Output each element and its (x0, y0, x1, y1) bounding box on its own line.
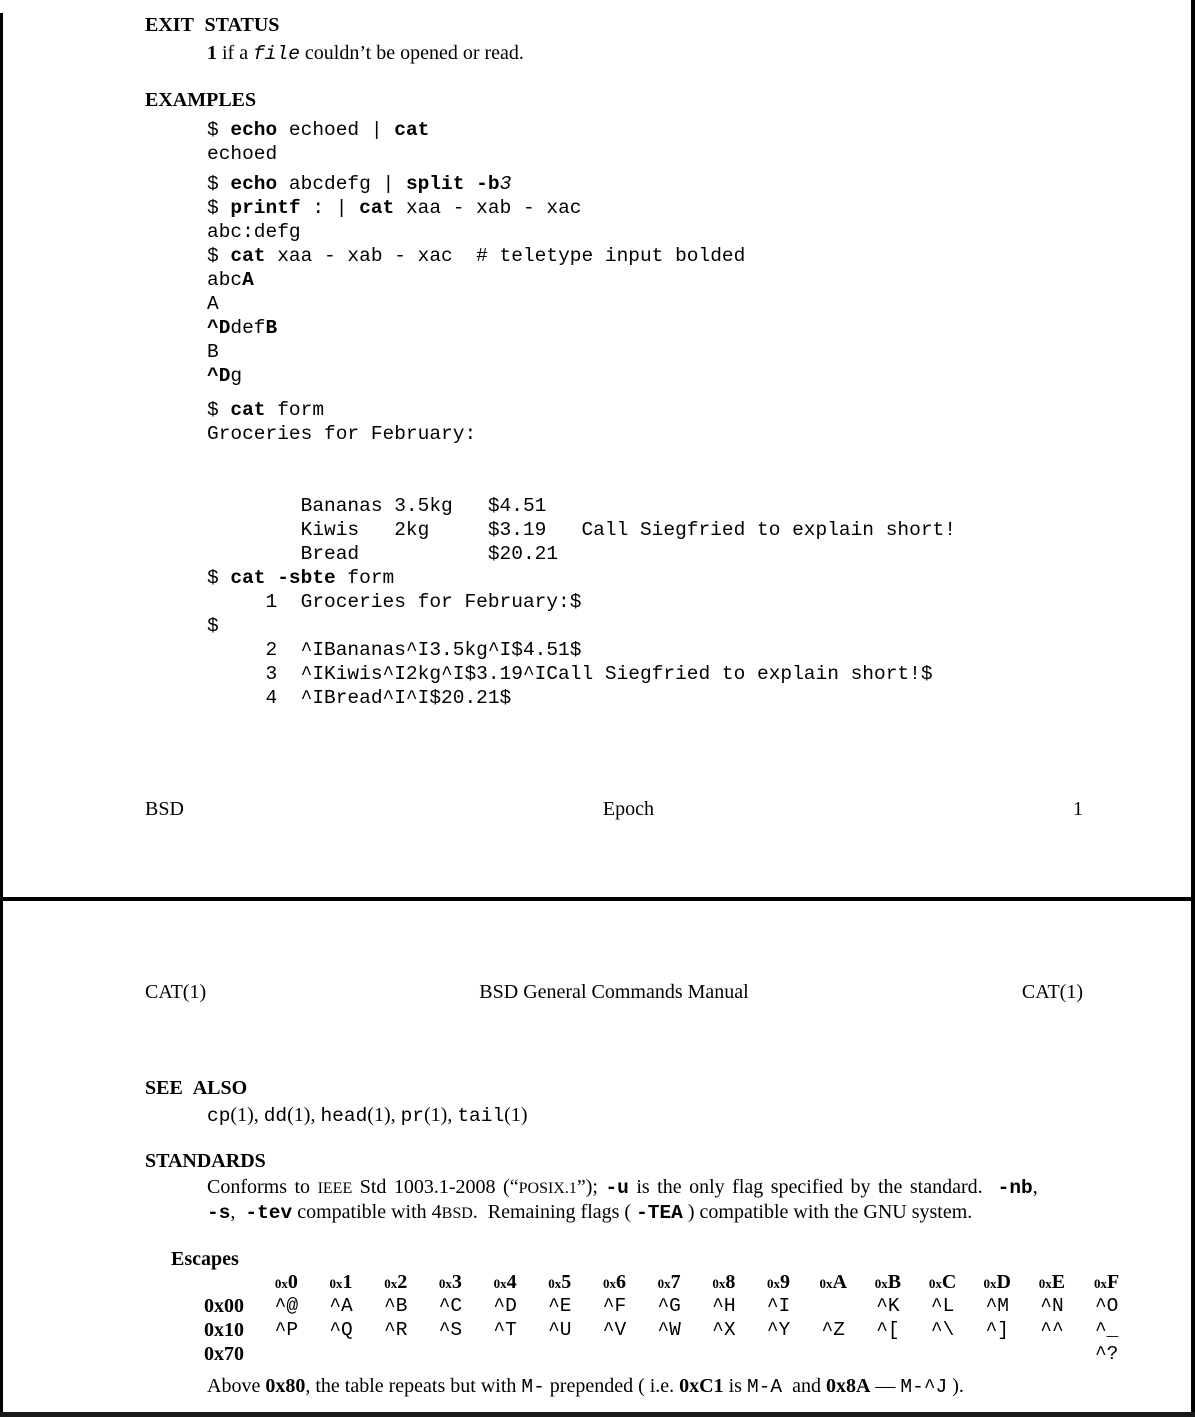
text-segment: B (265, 317, 278, 339)
hex-prefix: 0x (274, 1276, 288, 1291)
text-segment: Groceries for February: (207, 423, 477, 445)
text-segment: echoed | (277, 119, 395, 141)
escapes-cell: ^M (985, 1295, 1009, 1317)
code-line (207, 118, 429, 142)
hex-prefix: 0x (983, 1276, 997, 1291)
text-segment: -nb (997, 1177, 1033, 1199)
escapes-subheading: Escapes (171, 1248, 239, 1270)
standards-text-line1 (207, 1175, 1038, 1201)
text-segment: — (870, 1375, 901, 1397)
escapes-column-header (587, 1270, 642, 1294)
escapes-cell (751, 1342, 806, 1366)
escapes-cell: ^A (329, 1295, 353, 1317)
escapes-column-header (314, 1270, 369, 1294)
text-segment: printf (230, 197, 301, 219)
text-segment: ). (947, 1375, 964, 1397)
text-segment: g (230, 365, 243, 387)
hex-digit: 5 (561, 1271, 572, 1293)
hex-prefix: 0x (602, 1276, 616, 1291)
code-line (207, 268, 745, 292)
hex-digit: A (832, 1271, 847, 1293)
footer-date: Epoch (602, 798, 654, 820)
hex-digit: D (996, 1271, 1011, 1293)
footer-page-number: 1 (1073, 798, 1083, 820)
escapes-cell: ^S (438, 1319, 463, 1341)
text-segment: $ (207, 399, 231, 421)
escapes-row-label: 0x10 (204, 1319, 244, 1341)
escapes-column-header (532, 1270, 587, 1294)
escapes-cell: ^Y (766, 1319, 791, 1341)
text-segment: prepended ( i.e. (544, 1375, 680, 1397)
escapes-cell (423, 1342, 478, 1366)
text-segment: $ (207, 615, 219, 637)
escapes-column-header (1025, 1270, 1080, 1294)
text-segment: is (723, 1375, 747, 1397)
escapes-cell (368, 1342, 423, 1366)
escapes-cell (314, 1342, 369, 1366)
header-title-left: CAT(1) (145, 981, 207, 1003)
text-segment: pr (400, 1105, 425, 1127)
text-segment: def (230, 317, 266, 339)
text-segment: Bananas 3.5kg $4.51 (207, 495, 547, 517)
hex-digit: 3 (451, 1271, 462, 1293)
escapes-column-header (1079, 1270, 1134, 1294)
escapes-cell: ^R (384, 1319, 408, 1341)
code-line (207, 566, 956, 590)
text-segment: (1), (367, 1104, 401, 1126)
text-segment: cat (230, 245, 266, 267)
escapes-cell: ^\ (930, 1319, 955, 1341)
escapes-cell (861, 1342, 916, 1366)
text-segment: -s (207, 1202, 231, 1224)
escapes-cell: ^O (1094, 1295, 1119, 1317)
escapes-cell (1025, 1342, 1080, 1366)
text-segment: cat -sbte (230, 567, 336, 589)
code-line (207, 340, 745, 364)
hex-prefix: 0x (712, 1276, 726, 1291)
escapes-cell: ^C (438, 1295, 463, 1317)
text-segment: $ (207, 173, 231, 195)
text-segment: (1) (504, 1104, 528, 1126)
text-segment: : | (300, 197, 360, 219)
hex-digit: 6 (615, 1271, 626, 1293)
code-line (207, 590, 956, 614)
text-segment: form (335, 567, 395, 589)
page-border-left (0, 13, 3, 1417)
text-segment: 0xC1 (679, 1375, 724, 1397)
hex-digit: 7 (670, 1271, 681, 1293)
text-segment: Above (207, 1375, 266, 1397)
hex-prefix: 0x (1094, 1276, 1108, 1291)
text-segment: xaa - xab - xac # teletype input bolded (265, 245, 746, 267)
hex-prefix: 0x (1038, 1276, 1052, 1291)
escapes-cell: ^D (493, 1295, 517, 1317)
code-line (207, 662, 956, 686)
text-segment: ^D (207, 365, 231, 387)
escapes-cell (642, 1342, 697, 1366)
escapes-cell: ^] (985, 1319, 1009, 1341)
text-segment: IEEE (317, 1180, 353, 1197)
see-also-text (207, 1103, 527, 1129)
text-segment: abcdefg | (277, 173, 406, 195)
hex-prefix: 0x (767, 1276, 781, 1291)
text-segment: M- (521, 1376, 545, 1398)
text-segment: -tev (245, 1202, 293, 1224)
text-segment: POSIX.1 (518, 1180, 577, 1197)
text-segment: A (242, 269, 254, 291)
code-line (207, 364, 745, 388)
text-segment: file (253, 43, 300, 65)
hex-prefix: 0x (874, 1276, 888, 1291)
example-code-block-3 (207, 398, 956, 710)
text-segment: couldn’t be opened or read. (299, 42, 524, 64)
code-line (207, 446, 956, 470)
text-segment: echo (230, 119, 278, 141)
escapes-cell: ^N (1040, 1295, 1064, 1317)
hex-prefix: 0x (928, 1276, 942, 1291)
escapes-cell: ^G (657, 1295, 681, 1317)
escapes-column-header (806, 1270, 861, 1294)
text-segment: $ (207, 119, 231, 141)
text-segment: $ (207, 245, 231, 267)
escapes-cell (478, 1342, 533, 1366)
text-segment: echo (230, 173, 278, 195)
text-segment: is the only flag specified by the standard. (628, 1176, 998, 1198)
see-also-heading: SEE ALSO (145, 1077, 248, 1099)
hex-digit: 8 (725, 1271, 736, 1293)
escapes-cell: ^_ (1094, 1319, 1119, 1341)
text-segment: cat (230, 399, 266, 421)
text-segment: 4 ^IBread^I^I$20.21$ (207, 687, 512, 709)
text-segment: ) compatible with the GNU system. (682, 1201, 973, 1223)
escapes-column-header (259, 1270, 314, 1294)
text-segment: ”); (576, 1176, 606, 1198)
code-line (207, 172, 745, 196)
code-line (207, 244, 745, 268)
hex-prefix: 0x (657, 1276, 671, 1291)
hex-prefix: 0x (819, 1276, 833, 1291)
text-segment: , the table repeats but with (305, 1375, 522, 1397)
example-code-block-1 (207, 118, 429, 166)
text-segment: form (265, 399, 325, 421)
header-title-right: CAT(1) (1021, 981, 1083, 1003)
hex-digit: 2 (397, 1271, 408, 1293)
text-segment: Conforms to (207, 1176, 318, 1198)
escapes-cell: ^B (384, 1295, 408, 1317)
escapes-cell: ^L (930, 1295, 955, 1317)
hex-digit: E (1051, 1271, 1066, 1293)
exit-status-text (207, 41, 524, 67)
text-segment: (1), (424, 1104, 458, 1126)
escapes-column-header (642, 1270, 697, 1294)
text-segment: , (1032, 1176, 1038, 1198)
code-line (207, 422, 956, 446)
escapes-cell: ^? (1094, 1343, 1119, 1365)
text-segment: compatible with 4 (292, 1201, 442, 1223)
text-segment: cat (359, 197, 395, 219)
text-segment: abc:defg (207, 221, 301, 243)
escapes-cell (697, 1342, 752, 1366)
text-segment: Std 1003.1-2008 (“ (352, 1176, 519, 1198)
code-line (207, 542, 956, 566)
standards-heading: STANDARDS (145, 1150, 266, 1172)
exit-status-heading: EXIT STATUS (145, 14, 280, 36)
code-line (207, 142, 429, 166)
text-segment: xaa - xab - xac (394, 197, 582, 219)
page-break-divider (0, 897, 1195, 901)
escapes-column-header (697, 1270, 752, 1294)
escapes-cell: ^K (876, 1295, 900, 1317)
text-segment: abc (207, 269, 243, 291)
examples-heading: EXAMPLES (145, 89, 257, 111)
code-line (207, 638, 956, 662)
escapes-note (207, 1374, 964, 1400)
escapes-cell (806, 1342, 861, 1366)
escapes-cell: ^W (657, 1319, 681, 1341)
code-line (207, 614, 956, 638)
escapes-column-header (751, 1270, 806, 1294)
code-line (207, 316, 745, 340)
text-segment: BSD (441, 1205, 473, 1222)
escapes-column-header (423, 1270, 478, 1294)
hex-digit: B (887, 1271, 902, 1293)
hex-prefix: 0x (329, 1276, 343, 1291)
page-border-right (1191, 0, 1195, 1417)
escapes-cell: ^U (548, 1319, 572, 1341)
text-segment: A (207, 293, 219, 315)
text-segment: split -b (405, 173, 500, 195)
escapes-cell (806, 1294, 861, 1318)
escapes-cell (970, 1342, 1025, 1366)
escapes-cell: ^X (712, 1319, 736, 1341)
hex-digit: 4 (506, 1271, 517, 1293)
escapes-column-header (861, 1270, 916, 1294)
escapes-cell (587, 1342, 642, 1366)
code-line (207, 196, 745, 220)
text-segment: (1), (230, 1104, 264, 1126)
text-segment: -TEA (636, 1202, 683, 1224)
escapes-row-label: 0x70 (204, 1343, 244, 1365)
escapes-table (204, 1270, 1134, 1366)
standards-text-line2 (207, 1200, 972, 1226)
code-line (207, 494, 956, 518)
hex-digit: 1 (342, 1271, 353, 1293)
code-line (207, 686, 956, 710)
escapes-cell: ^P (274, 1319, 299, 1341)
hex-digit: 0 (287, 1271, 298, 1293)
page2-header (145, 981, 1083, 1004)
text-segment: and (782, 1375, 826, 1397)
code-line (207, 398, 956, 422)
footer-os: BSD (145, 798, 184, 820)
text-segment: if a (217, 42, 254, 64)
code-line (207, 220, 745, 244)
text-segment: M-^J (900, 1376, 948, 1398)
text-segment: cp (207, 1105, 231, 1127)
escapes-cell: ^T (493, 1319, 517, 1341)
text-segment: (1), (287, 1104, 321, 1126)
text-segment: ^D (207, 317, 231, 339)
escapes-cell (532, 1342, 587, 1366)
escapes-cell: ^H (712, 1295, 736, 1317)
text-segment: 0x8A (825, 1375, 871, 1397)
text-segment: 3 (499, 173, 512, 195)
text-segment: . Remaining flags ( (472, 1201, 637, 1223)
text-segment: dd (263, 1105, 288, 1127)
escapes-cell: ^I (766, 1295, 791, 1317)
text-segment: , (230, 1201, 246, 1223)
code-line (207, 292, 745, 316)
escapes-cell (259, 1342, 314, 1366)
text-segment: $ (207, 567, 231, 589)
escapes-cell: ^V (602, 1319, 627, 1341)
escapes-cell (915, 1342, 970, 1366)
text-segment: 2 ^IBananas^I3.5kg^I$4.51$ (207, 639, 582, 661)
escapes-cell: ^F (602, 1295, 627, 1317)
page1-footer (145, 798, 1083, 821)
hex-digit: 9 (780, 1271, 791, 1293)
escapes-row-label: 0x00 (204, 1295, 244, 1317)
text-segment: -u (605, 1177, 629, 1199)
text-segment: echoed (207, 143, 278, 165)
text-segment: Bread $20.21 (207, 543, 559, 565)
escapes-column-header (368, 1270, 423, 1294)
text-segment: head (320, 1105, 368, 1127)
text-segment: 1 (207, 42, 217, 64)
code-line (207, 470, 956, 494)
escapes-cell: ^Q (329, 1319, 353, 1341)
escapes-cell: ^Z (821, 1319, 845, 1341)
text-segment: $ (207, 197, 231, 219)
escapes-corner-cell (204, 1270, 259, 1294)
hex-digit: F (1107, 1271, 1120, 1293)
hex-prefix: 0x (548, 1276, 562, 1291)
text-segment: Kiwis 2kg $3.19 Call Siegfried to explain short! (207, 519, 956, 541)
escapes-cell: ^E (548, 1295, 572, 1317)
text-segment: B (207, 341, 219, 363)
header-manual-name: BSD General Commands Manual (479, 981, 749, 1003)
hex-prefix: 0x (493, 1276, 507, 1291)
escapes-column-header (915, 1270, 970, 1294)
page-border-bottom (0, 1412, 1195, 1417)
text-segment: M-A (746, 1376, 783, 1398)
escapes-cell: ^^ (1040, 1319, 1064, 1341)
text-segment: 3 ^IKiwis^I2kg^I$3.19^ICall Siegfried to explain short!$ (207, 663, 933, 685)
text-segment: tail (457, 1105, 505, 1127)
example-code-block-2 (207, 172, 745, 388)
escapes-cell: ^@ (274, 1295, 299, 1317)
hex-prefix: 0x (438, 1276, 452, 1291)
text-segment: 0x80 (265, 1375, 306, 1397)
text-segment: 1 Groceries for February:$ (207, 591, 582, 613)
text-segment: cat (394, 119, 430, 141)
hex-digit: C (941, 1271, 957, 1293)
code-line (207, 518, 956, 542)
escapes-column-header (970, 1270, 1025, 1294)
escapes-cell: ^[ (876, 1319, 900, 1341)
hex-prefix: 0x (384, 1276, 398, 1291)
escapes-column-header (478, 1270, 533, 1294)
